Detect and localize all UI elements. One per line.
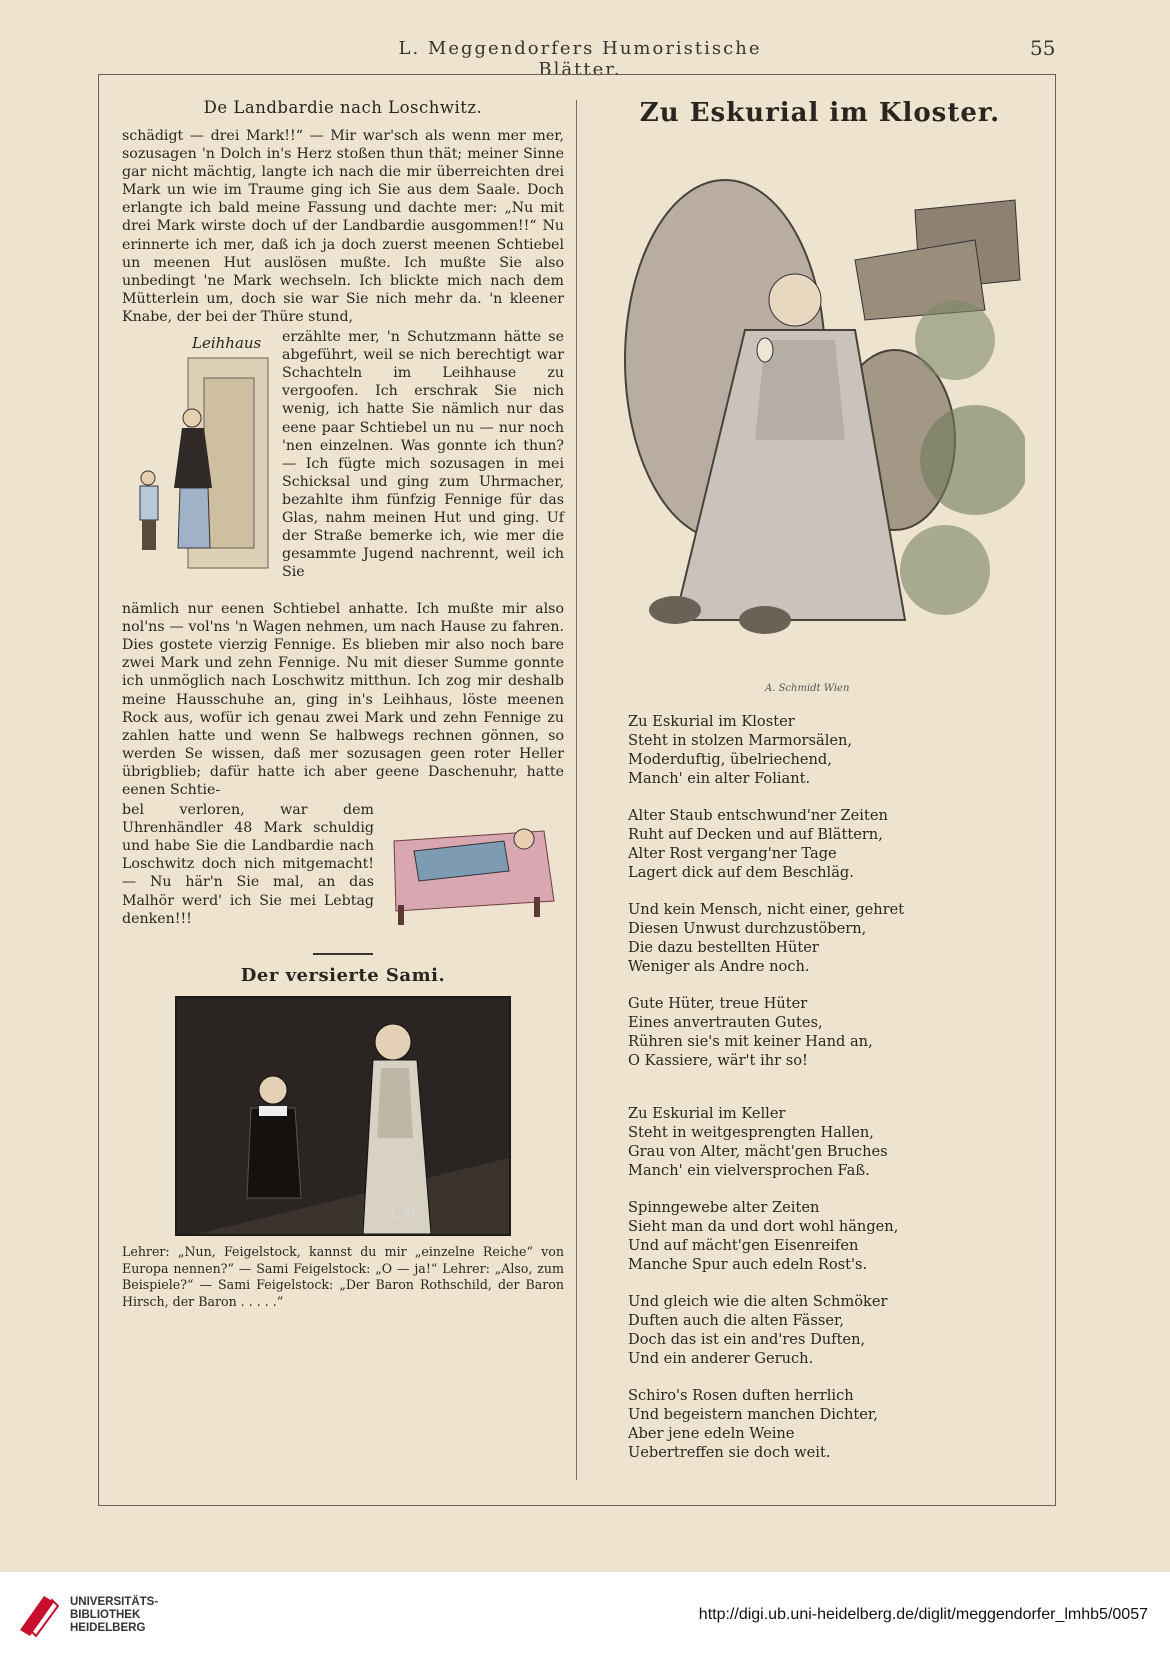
- viewer-footer: [0, 1572, 1170, 1659]
- section-title-landbardie: De Landbardie nach Loschwitz.: [203, 98, 483, 117]
- monk-drawing: [615, 140, 1025, 700]
- section-divider: [313, 953, 373, 955]
- poem-line: Eines anvertrauten Gutes,: [628, 1014, 823, 1031]
- poem-line: Manch' ein vielversprochen Faß.: [628, 1162, 870, 1179]
- sofa-drawing: [384, 801, 564, 941]
- poem-line: Alter Staub entschwund'ner Zeiten: [628, 807, 888, 824]
- poem-line: Aber jene edeln Weine: [628, 1425, 795, 1442]
- running-title: L. Meggendorfers Humoristische Blätter.: [398, 38, 762, 80]
- poem-stanza: [628, 1292, 1040, 1368]
- poem-title: Zu Eskurial im Kloster.: [639, 98, 1001, 128]
- story-paragraph-2: erzählte mer, 'n Schutzmann hätte se abgeführt, weil se nich berechtigt war Schachteln im Leihhause zu vergoofen. Ich erschrak Sie nich wenig, ich hatte Sie nämlich nur das eene paar Schtiebel un nu — nur noch 'nen einzelnen. Was gonnte ich thun? — Ich fügte mich sozusagen in mei Schicksal und ging zum Uhrmacher, bezahlte ihm fünfzig Fennige für das Glas, nahm meinen Hut und ging. Uf der Straße bemerke ich, wie mer die gesammte Jugend nachrennt, weil ich Sie: [282, 329, 564, 581]
- poem-line: O Kassiere, wär't ihr so!: [628, 1052, 808, 1069]
- poem-line: Zu Eskurial im Kloster: [628, 713, 795, 730]
- poem-line: Grau von Alter, mächt'gen Bruches: [628, 1143, 888, 1160]
- column-divider: [576, 100, 577, 1480]
- poem-line: Zu Eskurial im Keller: [628, 1105, 786, 1122]
- poem-line: Rühren sie's mit keiner Hand an,: [628, 1033, 873, 1050]
- sofa-illustration: [384, 801, 564, 941]
- poem-line: Gute Hüter, treue Hüter: [628, 995, 808, 1012]
- sami-caption: Lehrer: „Nun, Feigelstock, kannst du mir „einzelne Reiche“ von Europa nennen?“ — Sami Feigelstock: „O — ja!“ Lehrer: „Also, zum Beispiele?“ — Sami Feigelstock: „Der Baron Rothschild, der Baron Hirsch, der Baron . . . . .“: [122, 1244, 564, 1309]
- library-name-line-2: BIBLIOTHEK: [70, 1609, 141, 1621]
- poem-line: Diesen Unwust durchzustöbern,: [628, 920, 867, 937]
- leihhaus-drawing: [122, 328, 272, 598]
- poem-line: Weniger als Andre noch.: [628, 958, 810, 975]
- poem-stanza: [628, 900, 1040, 976]
- poem-line: Sieht man da und dort wohl hängen,: [628, 1218, 899, 1235]
- page-number: 55: [1030, 36, 1056, 60]
- poem-line: Und ein anderer Geruch.: [628, 1350, 814, 1367]
- leihhaus-illustration: [122, 328, 272, 598]
- poem-body: [600, 712, 1040, 1462]
- poem-line: Schiro's Rosen duften herrlich: [628, 1387, 854, 1404]
- left-column: [122, 98, 564, 1310]
- poem-line: Duften auch die alten Fässer,: [628, 1312, 845, 1329]
- poem-line: Und begeistern manchen Dichter,: [628, 1406, 878, 1423]
- illustration-signature: A. Schmidt Wien: [765, 683, 850, 694]
- section-title-sami: Der versierte Sami.: [240, 965, 446, 987]
- poem-line: Doch das ist ein and'res Duften,: [628, 1331, 866, 1348]
- library-name-line-3: HEIDELBERG: [70, 1622, 146, 1634]
- poem-line: Manch' ein alter Foliant.: [628, 770, 811, 787]
- poem-line: Uebertreffen sie doch weit.: [628, 1444, 831, 1461]
- leihhaus-block: [122, 328, 564, 598]
- story-paragraph-3: nämlich nur eenen Schtiebel anhatte. Ich mußte mir also nol'ns — vol'ns 'n Wagen nehmen, um nach Hause zu fahren. Dies gostete vierzig Fennige. Es blieben mir also noch bare zwei Mark und zehn Fennige. Nu mit dieser Summe gonnte ich unmöglich nach Loschwitz mitthun. Ich zog mir deshalb meine Hausschuhe an, ging in's Leihhaus, löste meenen Rock aus, wofür ich genau zwei Mark und zehn Fennige zu zahlen hatte und wenn Se halbwegs rechnen gönnen, so werden Se wissen, daß mer sozusagen geen roter Heller übrigblieb; dafür hatte ich aber geene Daschenuhr, hatte eenen Schtie-: [122, 601, 564, 798]
- right-column: [600, 98, 1040, 1480]
- poem-line: Die dazu bestellten Hüter: [628, 939, 819, 956]
- sami-drawing: [177, 998, 509, 1234]
- poem-line: Steht in weitgesprengten Hallen,: [628, 1124, 874, 1141]
- poem-line: Steht in stolzen Marmorsälen,: [628, 732, 853, 749]
- poem-stanza: [628, 712, 1040, 788]
- poem-stanza: [628, 1104, 1040, 1180]
- poem-line: Und gleich wie die alten Schmöker: [628, 1293, 888, 1310]
- sofa-block: [122, 801, 564, 941]
- sami-cartoon: [175, 996, 511, 1236]
- poem-line: Alter Rost vergang'ner Tage: [628, 845, 837, 862]
- library-name-line-1: UNIVERSITÄTS-: [70, 1596, 159, 1608]
- poem-line: Manche Spur auch edeln Rost's.: [628, 1256, 868, 1273]
- poem-stanza: [628, 806, 1040, 882]
- university-logo-icon: [14, 1590, 64, 1640]
- library-name: [70, 1596, 158, 1635]
- poem-line: Moderduftig, übelriechend,: [628, 751, 832, 768]
- permalink-url[interactable]: http://digi.ub.uni-heidelberg.de/diglit/meggendorfer_lmhb5/0057: [698, 1606, 1148, 1623]
- poem-line: Ruht auf Decken und auf Blättern,: [628, 826, 883, 843]
- story-paragraph-1: schädigt — drei Mark!!“ — Mir war'sch als wenn mer mer, sozusagen 'n Dolch in's Herz stoßen thun thät; meiner Sinne gar nicht mächtig, langte ich nach die mir überreichten drei Mark un wie im Traume ging ich Sie aus dem Saale. Doch erlangte ich bald meine Fassung und dachte mer: „Nu mit drei Mark wirste doch uf der Landbardie ausgommen!!“ Nu erinnerte ich mer, daß ich ja doch zuerst meenen Schtiebel un meenen Hut auslösen mußte. Ich mußte Sie also unbedingt 'ne Mark wechseln. Ich blickte mich nach dem Mütterlein um, doch sie war Sie nich mehr da. 'n kleener Knabe, der bei der Thüre stund,: [122, 128, 564, 325]
- poem-line: Und auf mächt'gen Eisenreifen: [628, 1237, 859, 1254]
- poem-line: Spinngewebe alter Zeiten: [628, 1199, 820, 1216]
- leihhaus-sign: Leihhaus: [192, 334, 262, 353]
- poem-line: Lagert dick auf dem Beschläg.: [628, 864, 854, 881]
- story-paragraph-4: bel verloren, war dem Uhrenhändler 48 Mark schuldig und habe Sie die Landbardie nach Loschwitz doch nich mitgemacht! — Nu här'n Sie mal, an das Malhör werd' ich Sie mei Lebtag denken!!!: [122, 802, 374, 927]
- monk-illustration: [615, 140, 1025, 700]
- poem-stanza: [628, 1386, 1040, 1462]
- poem-stanza: [628, 1198, 1040, 1274]
- cartoon-signature: L. M.: [389, 1207, 419, 1221]
- poem-line: Und kein Mensch, nicht einer, gehret: [628, 901, 905, 918]
- poem-stanza: [628, 994, 1040, 1070]
